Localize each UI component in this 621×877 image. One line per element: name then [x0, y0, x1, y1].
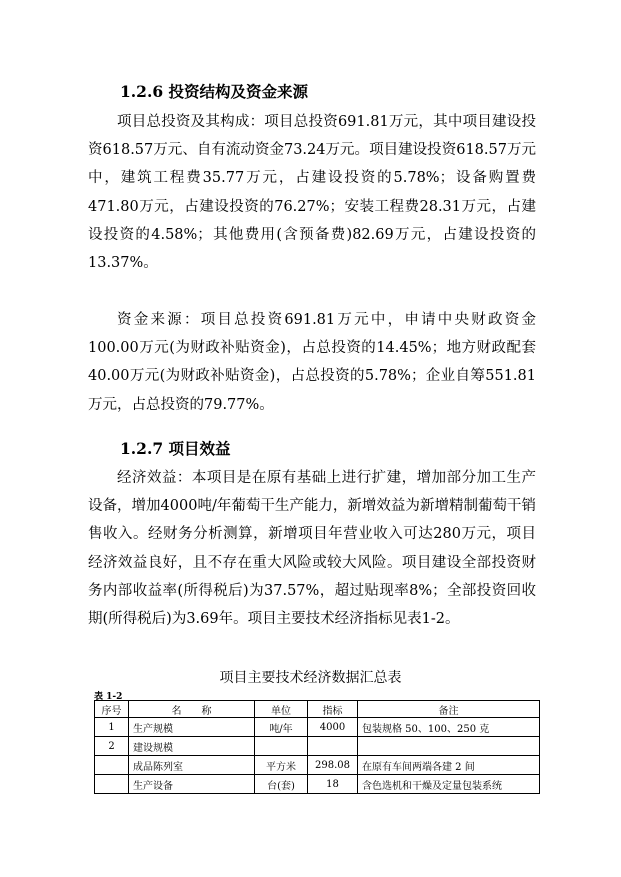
- section-heading-1-2-7: 1.2.7 项目效益: [120, 439, 231, 458]
- row-note: 含色选机和干燥及定量包装系统: [358, 775, 540, 794]
- row-name: 建设规模: [129, 737, 255, 756]
- section-heading-1-2-6: 1.2.6 投资结构及资金来源: [120, 82, 309, 101]
- table-label: 表 1-2: [94, 692, 123, 702]
- row-seq: [95, 775, 129, 794]
- row-seq: [95, 756, 129, 775]
- row-value: 298.08: [308, 756, 358, 775]
- header-unit: 单位: [255, 701, 308, 718]
- row-name: 成品陈列室: [129, 756, 255, 775]
- table-row: [95, 775, 540, 794]
- row-name: 生产规模: [129, 718, 255, 737]
- row-value: 18: [308, 775, 358, 794]
- row-seq: 2: [95, 737, 129, 756]
- table-title: 项目主要技术经济数据汇总表: [219, 670, 402, 686]
- row-value: [308, 737, 358, 756]
- funding-source-paragraph: 资金来源：项目总投资691.81万元中，申请中央财政资金100.00万元(为财政补贴资金)，占总投资的14.45%；地方财政配套40.00万元(为财政补贴资金)，占总投资的5.78%；企业自筹551.81万元，占总投资的79.77%。: [88, 312, 536, 413]
- row-name: 生产设备: [129, 775, 255, 794]
- tech-economic-data-table: [94, 700, 540, 794]
- table-row: [95, 718, 540, 737]
- row-unit: 台(套): [255, 775, 308, 794]
- row-note: 包装规格 50、100、250 克: [358, 718, 540, 737]
- row-seq: 1: [95, 718, 129, 737]
- header-seq: 序号: [95, 701, 129, 718]
- investment-paragraph: 项目总投资及其构成：项目总投资691.81万元，其中项目建设投资618.57万元、自有流动资金73.24万元。项目建设投资618.57万元中，建筑工程费35.77万元，占建设投资的5.78%；设备购置费471.80万元，占建设投资的76.27%；安装工程费28.31万元，占建设投资的4.58%；其他费用(含预备费)82.69万元，占建设投资的13.37%。: [88, 114, 536, 272]
- economic-benefit-paragraph: 经济效益：本项目是在原有基础上进行扩建，增加部分加工生产设备，增加4000吨/年葡萄干生产能力，新增效益为新增精制葡萄干销售收入。经财务分析测算，新增项目年营业收入可达280万元，项目经济效益良好，且不存在重大风险或较大风险。项目建设全部投资财务内部收益率(所得税后)为37.57%，超过贴现率8%；全部投资回收期(所得税后)为3.69年。项目主要技术经济指标见表1-2。: [88, 470, 536, 628]
- table-row: [95, 737, 540, 756]
- header-value: 指标: [308, 701, 358, 718]
- table-header-row: [95, 701, 540, 718]
- row-unit: 吨/年: [255, 718, 308, 737]
- row-unit: [255, 737, 308, 756]
- table-row: [95, 756, 540, 775]
- header-note: 备注: [358, 701, 540, 718]
- row-note: [358, 737, 540, 756]
- row-note: 在原有车间两端各建 2 间: [358, 756, 540, 775]
- row-value: 4000: [308, 718, 358, 737]
- row-unit: 平方米: [255, 756, 308, 775]
- header-name: 名 称: [129, 701, 255, 718]
